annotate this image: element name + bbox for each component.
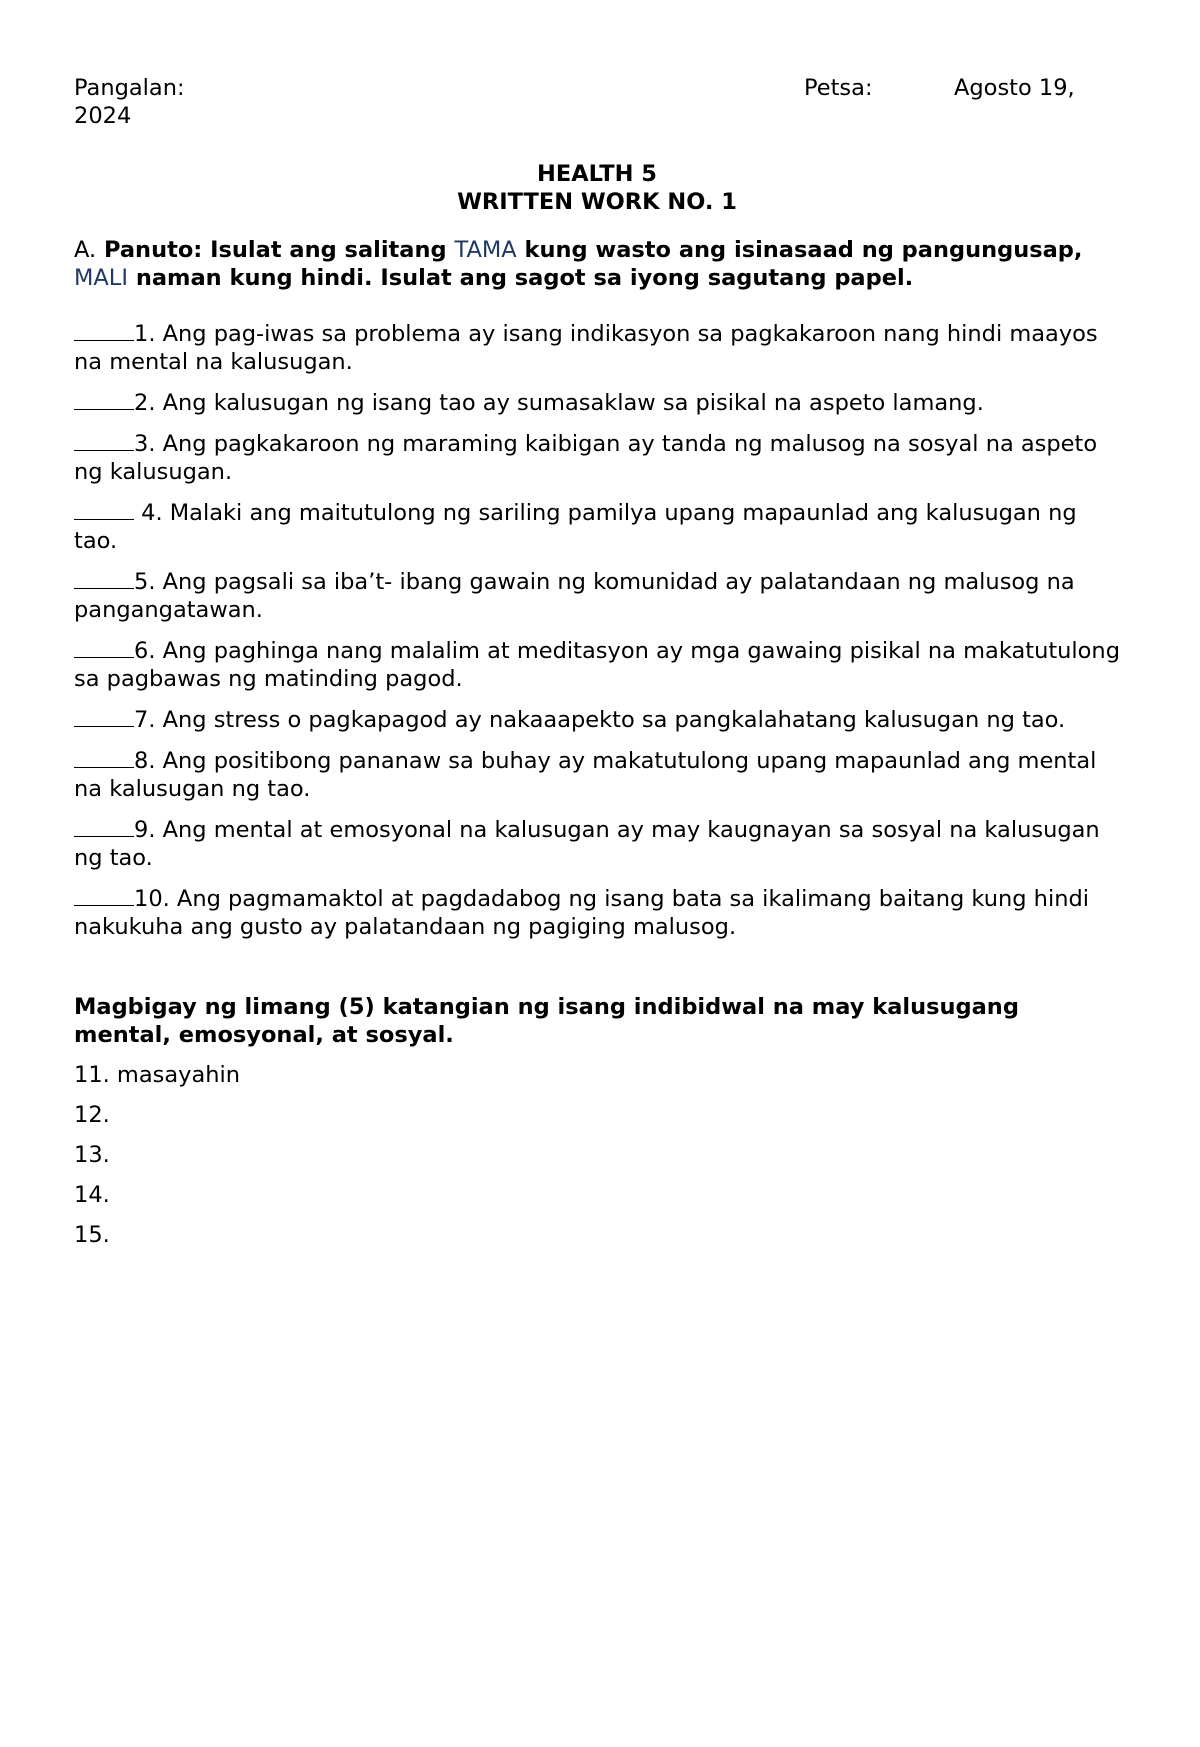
item-list <box>74 320 1120 941</box>
item-text: 2. Ang kalusugan ng isang tao ay sumasaklaw sa pisikal na aspeto lamang. <box>134 390 984 416</box>
answer-list <box>74 1061 1120 1249</box>
instructions-letter: A. <box>74 237 97 263</box>
instructions-part3: naman kung hindi. Isulat ang sagot sa iyong sagutang papel. <box>127 265 914 291</box>
list-item <box>74 430 1120 486</box>
list-item <box>74 706 1120 734</box>
item-text: 6. Ang paghinga nang malalim at meditasyon ay mga gawaing pisikal na makatutulong sa pagbawas ng matinding pagod. <box>74 638 1120 692</box>
answer-line: 11. masayahin <box>74 1062 241 1088</box>
item-text: 9. Ang mental at emosyonal na kalusugan ay may kaugnayan sa sosyal na kalusugan ng tao. <box>74 817 1100 871</box>
title-block <box>74 160 1120 216</box>
instructions <box>74 236 1120 292</box>
instructions-part2: kung wasto ang isinasaad ng pangungusap, <box>516 237 1083 263</box>
answer-line: 13. <box>74 1142 110 1168</box>
item-text: 4. Malaki ang maitutulong ng sariling pamilya upang mapaunlad ang kalusugan ng tao. <box>74 500 1077 554</box>
work-title: WRITTEN WORK NO. 1 <box>457 189 737 215</box>
answer-line: 15. <box>74 1222 110 1248</box>
answer-blank <box>74 706 134 727</box>
answer-blank <box>74 389 134 410</box>
list-item <box>74 816 1120 872</box>
answer-blank <box>74 430 134 451</box>
answer-blank <box>74 816 134 837</box>
date-year: 2024 <box>74 103 132 129</box>
answer-blank <box>74 637 134 658</box>
item-text: 7. Ang stress o pagkapagod ay nakaaapekto sa pangkalahatang kalusugan ng tao. <box>134 707 1066 733</box>
answer-blank <box>74 320 134 341</box>
item-text: 1. Ang pag-iwas sa problema ay isang indikasyon sa pagkakaroon nang hindi maayos na mental na kalusugan. <box>74 321 1098 375</box>
list-item <box>74 885 1120 941</box>
answer-line: 14. <box>74 1182 110 1208</box>
list-item <box>74 568 1120 624</box>
list-item <box>74 320 1120 376</box>
date-value: Agosto 19, <box>954 75 1075 101</box>
item-text: 8. Ang positibong pananaw sa buhay ay makatutulong upang mapaunlad ang mental na kalusugan ng tao. <box>74 748 1097 802</box>
subject-title: HEALTH 5 <box>537 161 657 187</box>
header-line <box>74 74 1120 102</box>
answer-blank <box>74 568 134 589</box>
list-item <box>74 499 1120 555</box>
date-label: Petsa: <box>804 75 873 101</box>
answer-line: 12. <box>74 1102 110 1128</box>
item-text: 3. Ang pagkakaroon ng maraming kaibigan ay tanda ng malusog na sosyal na aspeto ng kalusugan. <box>74 431 1098 485</box>
list-item <box>74 637 1120 693</box>
instructions-part1: Panuto: Isulat ang salitang <box>96 237 455 263</box>
mali-word: MALI <box>74 265 128 291</box>
answer-blank <box>74 747 134 768</box>
part-b-prompt: Magbigay ng limang (5) katangian ng isang indibidwal na may kalusugang mental, emosyonal, at sosyal. <box>74 994 1019 1048</box>
name-label: Pangalan: <box>74 75 185 101</box>
item-text: 5. Ang pagsali sa iba’t- ibang gawain ng komunidad ay palatandaan ng malusog na pangangatawan. <box>74 569 1075 623</box>
worksheet-page <box>74 74 1120 1261</box>
answer-blank <box>74 885 134 906</box>
answer-blank <box>74 499 134 520</box>
tama-word: TAMA <box>454 237 517 263</box>
list-item <box>74 389 1120 417</box>
item-text: 10. Ang pagmamaktol at pagdadabog ng isang bata sa ikalimang baitang kung hindi nakukuha ang gusto ay palatandaan ng pagiging malusog. <box>74 886 1089 940</box>
list-item <box>74 747 1120 803</box>
